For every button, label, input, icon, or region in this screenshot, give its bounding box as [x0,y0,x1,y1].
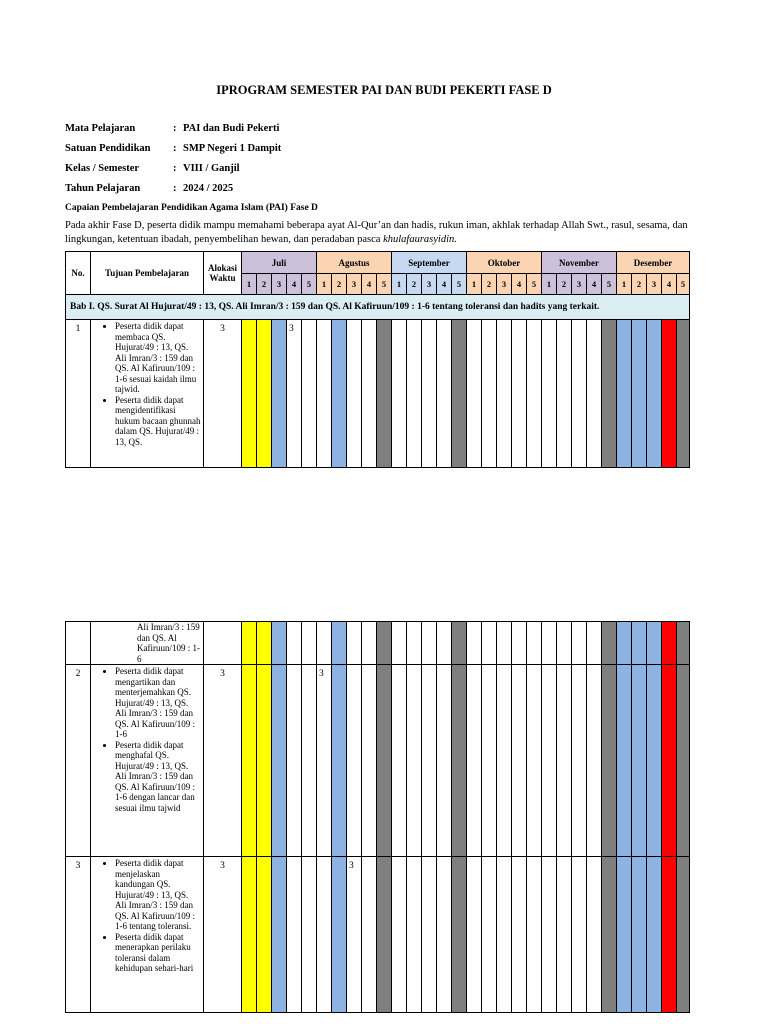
week-cell [542,622,557,665]
week-cell-yellow [257,665,272,857]
week-label: 3 [572,274,587,295]
week-label: 1 [242,274,257,295]
capaian-heading: Capaian Pembelajaran Pendidikan Agama Islam (PAI) Fase D [65,203,318,213]
week-cell [392,622,407,665]
week-cell [512,622,527,665]
week-cell-blue [332,320,347,468]
week-label: 5 [527,274,542,295]
week-label: 4 [287,274,302,295]
week-label: 4 [362,274,377,295]
week-cell-blue [617,857,632,1013]
table-row [66,665,690,857]
week-cell-blue [617,320,632,468]
week-label: 4 [512,274,527,295]
week-cell [437,622,452,665]
week-cell [347,665,362,857]
week-cell [317,622,332,665]
week-cell-gray [677,857,690,1013]
week-cell-blue [332,665,347,857]
week-cell-blue [272,622,287,665]
week-label: 5 [602,274,617,295]
week-cell [557,622,572,665]
bab-heading: Bab I. QS. Surat Al Hujurat/49 : 13, QS. Ali Imran/3 : 159 dan QS. Al Kafiruun/109 : 1-6 tentang toleransi dan hadits yang terkait. [66,295,690,320]
week-cell [467,622,482,665]
info-value: VIII / Ganjil [183,163,240,174]
week-label: 2 [557,274,572,295]
objective-item: • Peserta didik dapat mengartikan dan menterjemahkan QS. Hujurat/49 : 13, QS. Ali Imran/3 : 159 dan QS. Al Kafiruun/109 : 1-6 [115,666,201,740]
week-cell [362,622,377,665]
objective-item: • Peserta didik dapat menerapkan perilaku toleransi dalam kehidupan sehari-hari [115,932,201,974]
month-september: September [392,252,467,274]
week-label: 1 [392,274,407,295]
week-cell [302,320,317,468]
week-cell-gray [677,665,690,857]
week-cell [497,622,512,665]
week-label: 3 [272,274,287,295]
row-no: 2 [66,665,91,857]
week-cell-red [662,857,677,1013]
week-cell-value: 3 [347,857,362,1013]
week-label: 3 [497,274,512,295]
week-cell-blue [332,622,347,665]
week-cell-yellow [242,665,257,857]
week-cell-blue [647,320,662,468]
week-cell [497,665,512,857]
week-cell [347,320,362,468]
week-cell [347,622,362,665]
row-objectives [91,665,204,857]
week-cell-gray [377,857,392,1013]
week-cell [467,665,482,857]
week-cell-blue [632,665,647,857]
capaian-text-main: Pada akhir Fase D, peserta didik mampu memahami beberapa ayat Al-Qur’an dan hadis, rukun iman, akhlak terhadap Allah Swt., rasul, sesama, dan lingkungan, ketentuan ibadah, penyembelihan hewan, dan peradaban pasca [65,220,688,245]
week-cell-red [662,665,677,857]
objective-continuation: Ali Imran/3 : 159 dan QS. Al Kafiruun/109 : 1-6 [91,622,204,665]
week-cell-blue [272,857,287,1013]
week-cell [287,622,302,665]
week-cell [587,857,602,1013]
row-no: 3 [66,857,91,1013]
info-label: Satuan Pendidikan [65,143,151,154]
table-row [66,320,690,468]
info-value: SMP Negeri 1 Dampit [183,143,282,154]
objective-item: • Peserta didik dapat mengidentifikasi hukum bacaan ghunnah dalam QS. Hujurat/49 : 13, QS. [115,395,201,448]
info-value: PAI dan Budi Pekerti [183,123,280,134]
week-cell-blue [617,622,632,665]
week-cell [362,857,377,1013]
week-cell-gray [452,857,467,1013]
table-row-continuation [66,622,690,665]
info-row-kelas: Kelas / Semester : VIII / Ganjil [65,163,240,174]
week-cell [587,320,602,468]
program-table-part-2 [65,621,690,1013]
row-alokasi: 3 [204,857,242,1013]
week-cell-blue [272,665,287,857]
week-cell [512,320,527,468]
week-label: 2 [257,274,272,295]
objective-item: • Peserta didik dapat membaca QS. Hujurat/49 : 13, QS. Ali Imran/3 : 159 dan QS. Al Kafiruun/109 : 1-6 sesuai kaidah ilmu tajwid. [115,321,201,395]
week-cell [512,857,527,1013]
info-label: Tahun Pelajaran [65,183,141,194]
week-cell-yellow [257,622,272,665]
week-label: 3 [422,274,437,295]
week-cell [542,665,557,857]
week-cell [407,622,422,665]
week-cell-gray [452,320,467,468]
week-label: 5 [377,274,392,295]
week-cell-red [662,622,677,665]
week-cell [482,320,497,468]
header-no: No. [66,252,91,295]
week-cell-blue [647,665,662,857]
week-cell [407,320,422,468]
week-label: 2 [407,274,422,295]
week-cell-blue [332,857,347,1013]
week-cell-gray [677,320,690,468]
page-title: IPROGRAM SEMESTER PAI DAN BUDI PEKERTI FASE D [216,83,552,97]
week-cell [302,622,317,665]
week-cell [407,665,422,857]
week-cell [392,857,407,1013]
row-alokasi: 3 [204,320,242,468]
row-objectives [91,320,204,468]
week-cell-red [662,320,677,468]
week-label: 5 [452,274,467,295]
week-cell [497,320,512,468]
objective-item: • Peserta didik dapat menghafal QS. Hujurat/49 : 13, QS. Ali Imran/3 : 159 dan QS. Al Kafiruun/109 : 1-6 dengan lancar dan sesuai ilmu tajwid [115,740,201,814]
week-cell [542,320,557,468]
week-cell [437,857,452,1013]
row-no: 1 [66,320,91,468]
week-cell [392,320,407,468]
capaian-text-italic: khulafaurasyidin. [383,233,457,245]
week-cell [467,320,482,468]
week-cell-yellow [257,857,272,1013]
week-cell-yellow [242,622,257,665]
week-cell [407,857,422,1013]
week-cell-blue [632,857,647,1013]
week-cell [557,320,572,468]
week-label: 2 [332,274,347,295]
week-cell [527,320,542,468]
week-cell [497,857,512,1013]
info-row-satuan: Satuan Pendidikan : SMP Negeri 1 Dampit [65,143,282,154]
week-cell [302,665,317,857]
info-label: Kelas / Semester [65,163,140,174]
week-cell [362,665,377,857]
week-cell-blue [272,320,287,468]
table-row [66,857,690,1013]
row-objectives [91,857,204,1013]
week-cell-blue [632,622,647,665]
week-cell [572,622,587,665]
header-tujuan: Tujuan Pembelajaran [91,252,204,295]
week-cell [482,857,497,1013]
week-cell-gray [602,320,617,468]
header-alokasi [204,252,242,295]
week-cell-gray [602,622,617,665]
week-cell-value: 3 [287,320,302,468]
week-cell-gray [452,665,467,857]
week-cell-gray [677,622,690,665]
month-oktober: Oktober [467,252,542,274]
week-cell [512,665,527,857]
week-cell [392,665,407,857]
week-cell [542,857,557,1013]
month-juli: Juli [242,252,317,274]
week-cell [467,857,482,1013]
week-label: 4 [662,274,677,295]
week-cell [482,665,497,857]
week-label: 3 [647,274,662,295]
week-cell-value: 3 [317,665,332,857]
week-label: 3 [347,274,362,295]
info-label: Mata Pelajaran [65,123,136,134]
week-cell [287,665,302,857]
week-cell [317,857,332,1013]
week-cell [557,857,572,1013]
week-label: 5 [677,274,690,295]
week-cell-gray [602,665,617,857]
objective-item: • Peserta didik dapat menjelaskan kandungan QS. Hujurat/49 : 13, QS. Ali Imran/3 : 159 dan QS. Al Kafiruun/109 : 1-6 tentang toleransi. [115,858,201,932]
week-cell [557,665,572,857]
week-label: 5 [302,274,317,295]
week-label: 2 [632,274,647,295]
week-cell [527,857,542,1013]
info-row-tahun: Tahun Pelajaran : 2024 / 2025 [65,183,234,194]
month-november: November [542,252,617,274]
header-alokasi-2: Waktu [209,273,236,283]
month-agustus: Agustus [317,252,392,274]
week-cell [422,665,437,857]
week-label: 1 [542,274,557,295]
week-cell-blue [647,622,662,665]
week-cell [572,857,587,1013]
week-cell-blue [632,320,647,468]
week-cell [572,320,587,468]
week-cell-gray [452,622,467,665]
week-cell-yellow [242,857,257,1013]
week-label: 1 [317,274,332,295]
week-label: 4 [437,274,452,295]
week-cell [422,622,437,665]
week-cell [482,622,497,665]
week-cell [362,320,377,468]
header-alokasi-1: Alokasi [207,263,237,273]
week-cell-blue [647,857,662,1013]
week-cell-gray [602,857,617,1013]
week-label: 1 [617,274,632,295]
info-value: 2024 / 2025 [183,183,234,194]
week-cell-yellow [242,320,257,468]
week-cell [527,665,542,857]
week-cell-gray [377,622,392,665]
capaian-text [65,219,710,246]
week-cell [302,857,317,1013]
week-cell [572,665,587,857]
week-label: 1 [467,274,482,295]
week-cell-gray [377,665,392,857]
info-row-mapel: Mata Pelajaran : PAI dan Budi Pekerti [65,123,280,134]
program-table-part-1 [65,251,690,468]
week-cell [437,320,452,468]
row-alokasi: 3 [204,665,242,857]
week-cell [587,622,602,665]
week-cell [422,857,437,1013]
week-cell [422,320,437,468]
week-cell-yellow [257,320,272,468]
week-cell [587,665,602,857]
week-cell-gray [377,320,392,468]
month-desember: Desember [617,252,690,274]
week-cell-blue [617,665,632,857]
week-cell [527,622,542,665]
week-cell [287,857,302,1013]
week-cell [437,665,452,857]
week-cell [317,320,332,468]
week-label: 2 [482,274,497,295]
week-label: 4 [587,274,602,295]
